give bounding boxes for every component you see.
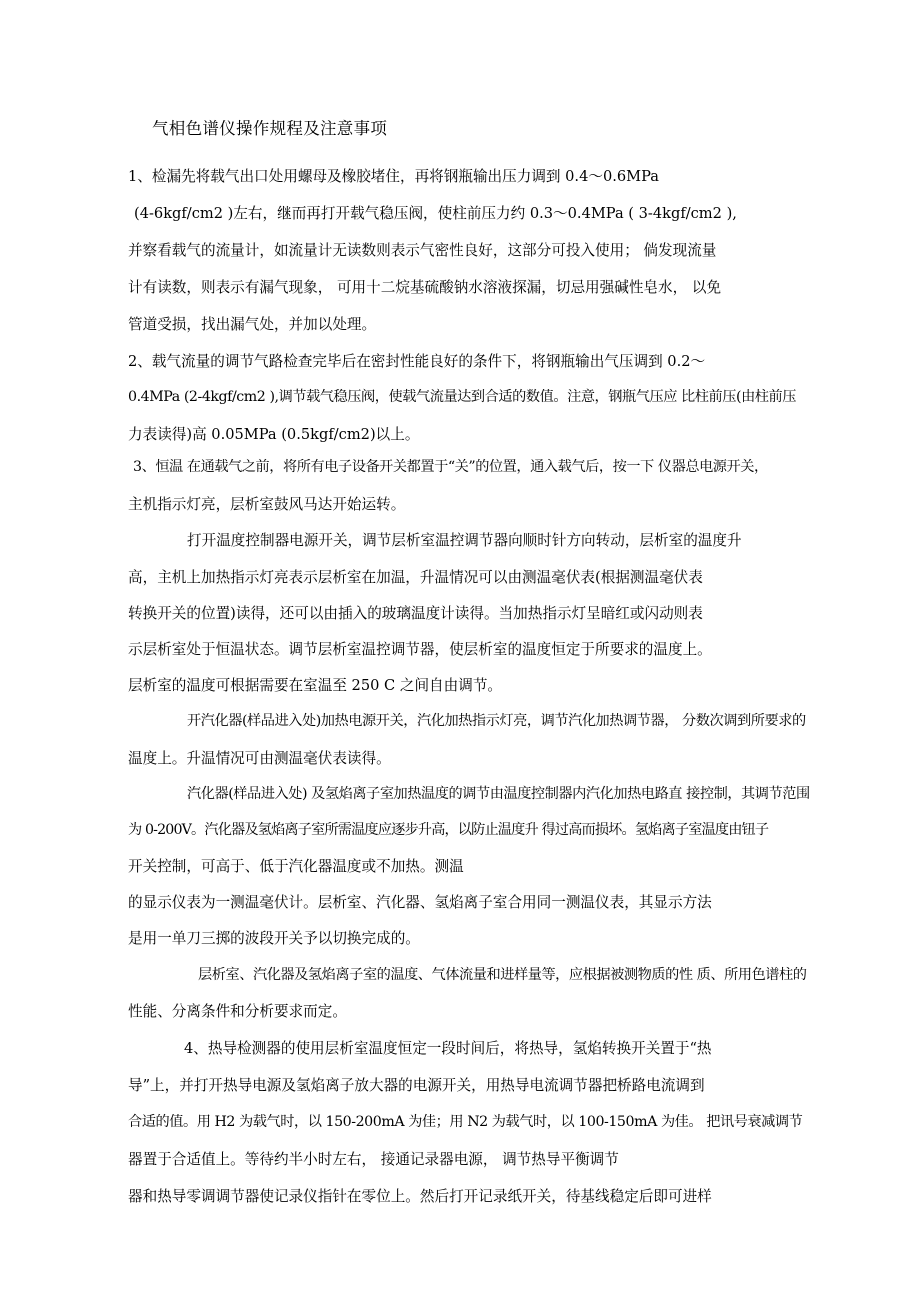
text-line: 层析室的温度可根据需要在室温至 250 C 之间自由调节。 (128, 677, 503, 694)
text-line: 的显示仪表为一测温毫伏计。层析室、汽化器、氢焰离子室合用同一测温仪表，其显示方法 (128, 894, 712, 911)
text-line: 为 0-200V。汽化器及氢焰离子室所需温度应逐步升高，以防止温度升 得过高而损坏。氢焰离子室温度由钮子 (128, 822, 769, 838)
text-line: 汽化器(样品进入处) 及氢焰离子室加热温度的调节由温度控制器内汽化加热电路直 接控制，其调节范围 (187, 786, 810, 802)
text-line: 0.4MPa (2-4kgf/cm2 ),调节载气稳压阀，使载气流量达到合适的数值。注意，钢瓶气压应 比柱前压(由柱前压 (128, 389, 797, 405)
text-line: 层析室、汽化器及氢焰离子室的温度、气体流量和进样量等，应根据被测物质的性 质、所用色谱柱的 (198, 967, 807, 983)
text-line: 3、恒温 在通载气之前，将所有电子设备开关都置于“关”的位置，通入载气后，按一下 仪器总电源开关， (133, 459, 768, 475)
text-line: 开关控制，可高于、低于汽化器温度或不加热。测温 (128, 858, 464, 875)
text-line: 计有读数，则表示有漏气现象， 可用十二烷基硫酸钠水溶液探漏，切忌用强碱性皂水， 以免 (128, 279, 722, 296)
text-line: 性能、分离条件和分析要求而定。 (128, 1003, 347, 1020)
text-line: 打开温度控制器电源开关，调节层析室温控调节器向顺时针方向转动，层析室的温度升 (187, 532, 742, 549)
text-line: 器置于合适值上。等待约半小时左右， 接通记录器电源， 调节热导平衡调节 (128, 1151, 619, 1168)
text-line: 开汽化器(样品进入处)加热电源开关，汽化加热指示灯亮，调节汽化加热调节器， 分数次调到所要求的 (187, 713, 806, 729)
text-line: 4、热导检测器的使用层析室温度恒定一段时间后，将热导，氢焰转换开关置于“热 (184, 1040, 712, 1057)
text-line: 并察看载气的流量计，如流量计无读数则表示气密性良好，这部分可投入使用； 倘发现流量 (128, 242, 717, 259)
text-line: 管道受损，找出漏气处，并加以处理。 (128, 316, 377, 333)
text-line: 合适的值。用 H2 为载气时，以 150-200mA 为佳；用 N2 为载气时，以 100-150mA 为佳。 把讯号衰减调节 (128, 1114, 803, 1130)
text-line: 导”上，并打开热导电源及氢焰离子放大器的电源开关，用热导电流调节器把桥路电流调到 (128, 1077, 705, 1094)
text-line: 高，主机上加热指示灯亮表示层析室在加温，升温情况可以由测温毫伏表(根据测温毫伏表 (128, 569, 703, 586)
text-line: 是用一单刀三掷的波段开关予以切换完成的。 (128, 930, 420, 947)
text-line: 主机指示灯亮，层析室鼓风马达开始运转。 (128, 496, 406, 513)
text-line: 2、载气流量的调节气路检查完毕后在密封性能良好的条件下，将钢瓶输出气压调到 0.2〜 (128, 353, 706, 370)
text-line: 1、检漏先将载气出口处用螺母及橡胶堵住，再将钢瓶输出压力调到 0.4〜0.6MPa (128, 168, 659, 185)
text-line: 力表读得)高 0.05MPa (0.5kgf/cm2)以上。 (128, 426, 420, 443)
text-line: 转换开关的位置)读得，还可以由插入的玻璃温度计读得。当加热指示灯呈暗红或闪动则表 (128, 605, 703, 622)
page-title: 气相色谱仪操作规程及注意事项 (152, 119, 388, 138)
text-line: (4-6kgf/cm2 )左右，继而再打开载气稳压阀，使柱前压力约 0.3〜0.4MPa ( 3-4kgf/cm2 ), (134, 205, 737, 222)
text-line: 器和热导零调调节器使记录仪指针在零位上。然后打开记录纸开关，待基线稳定后即可进样 (128, 1188, 712, 1205)
text-line: 示层析室处于恒温状态。调节层析室温控调节器，使层析室的温度恒定于所要求的温度上。 (128, 641, 712, 658)
text-line: 温度上。升温情况可由测温毫伏表读得。 (128, 750, 391, 767)
